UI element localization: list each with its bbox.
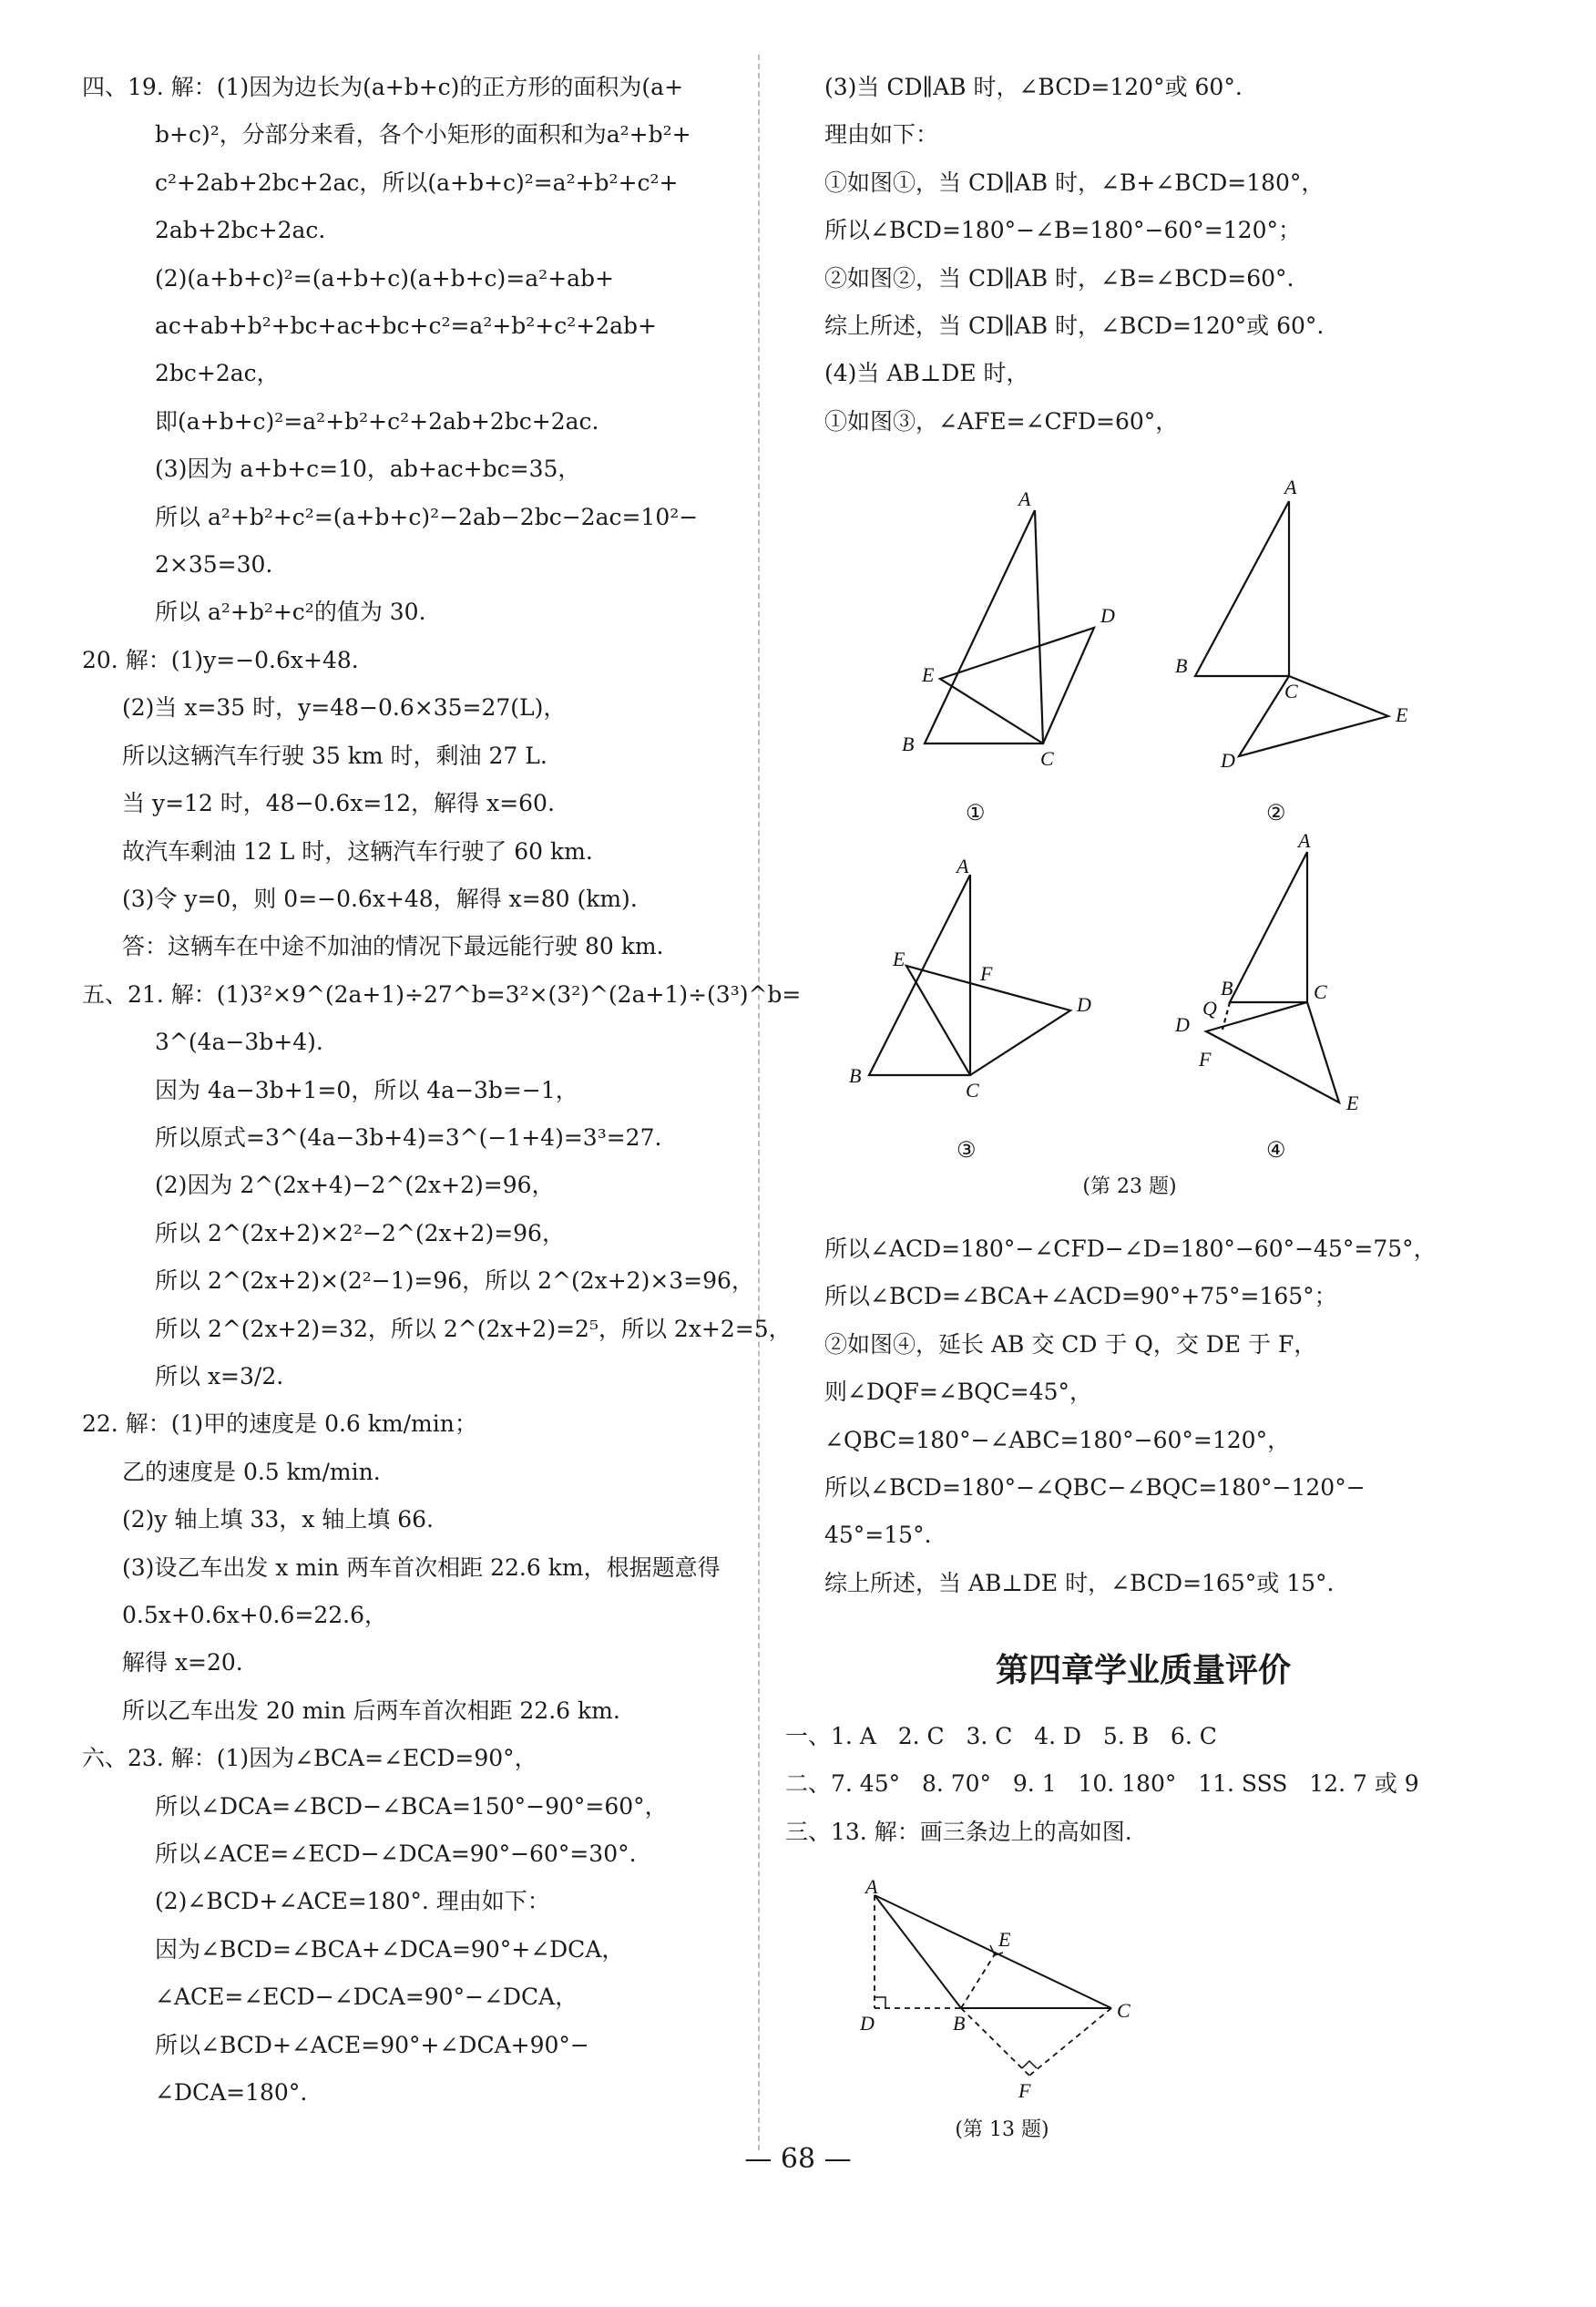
fig4-label-A: A <box>1298 829 1311 852</box>
text-line: 所以∠BCD+∠ACE=90°+∠DCA+90°− <box>155 2031 589 2058</box>
text-line: 所以∠BCD=180°−∠QBC−∠BQC=180°−120°− <box>824 1474 1366 1502</box>
fig3-label-E: E <box>893 948 905 970</box>
right-top-text <box>824 64 1462 446</box>
text-line: (3)设乙车出发 x min 两车首次相距 22.6 km，根据题意得 <box>122 1553 721 1581</box>
text-line: 所以 a²+b²+c²的值为 30. <box>155 599 426 626</box>
text-line: 即(a+b+c)²=a²+b²+c²+2ab+2bc+2ac. <box>155 407 599 435</box>
page-number: — 68 — <box>744 2143 852 2175</box>
fig13-label-F: F <box>1018 2079 1031 2102</box>
text-line: 所以这辆汽车行驶 35 km 时，剩油 27 L. <box>122 742 547 769</box>
text-line: ∠QBC=180°−∠ABC=180°−60°=120°， <box>824 1426 1291 1453</box>
fig1-label-A: A <box>1018 487 1031 510</box>
text-line: 3^(4a−3b+4). <box>155 1029 323 1056</box>
fig3-triangle-abc <box>869 875 970 1075</box>
fig1-triangle-cde <box>940 628 1094 743</box>
text-line: 0.5x+0.6x+0.6=22.6， <box>122 1602 387 1628</box>
text-line: 所以 2^(2x+2)×2²−2^(2x+2)=96， <box>155 1219 565 1246</box>
fig4-label-C: C <box>1314 980 1327 1003</box>
text-line: 综上所述，当 AB⊥DE 时，∠BCD=165°或 15°. <box>824 1569 1335 1596</box>
text-line: 答：这辆车在中途不加油的情况下最远能行驶 80 km. <box>122 933 664 960</box>
text-line: ②如图④，延长 AB 交 CD 于 Q，交 DE 于 F， <box>824 1330 1317 1358</box>
fig4-label-F: F <box>1199 1048 1212 1071</box>
fig4-triangle-cde <box>1206 1002 1339 1102</box>
fig-number-4: ④ <box>1266 1139 1286 1163</box>
text-line: 六、23. 解：(1)因为∠BCA=∠ECD=90°， <box>82 1745 537 1772</box>
text-line: 所以 2^(2x+2)×(2²−1)=96，所以 2^(2x+2)×3=96， <box>155 1267 754 1295</box>
text-line: 所以乙车出发 20 min 后两车首次相距 22.6 km. <box>122 1697 620 1724</box>
text-line: (3)令 y=0，则 0=−0.6x+48，解得 x=80 (km). <box>122 885 638 912</box>
fig2-triangle-abc <box>1195 501 1289 676</box>
fig4-labels <box>1174 829 1359 1114</box>
text-line: ②如图②，当 CD∥AB 时，∠B=∠BCD=60°. <box>824 264 1294 292</box>
fig3-label-A: A <box>957 855 969 877</box>
text-line: 20. 解：(1)y=−0.6x+48. <box>82 646 359 673</box>
text-line: 因为∠BCD=∠BCA+∠DCA=90°+∠DCA， <box>155 1935 625 1963</box>
text-line: 五、21. 解：(1)3²×9^(2a+1)÷27^b=3²×(3²)^(2a+1)÷(3³)^b= <box>82 980 802 1008</box>
fig-number-2: ② <box>1266 802 1286 825</box>
fig2-label-B: B <box>1175 654 1188 677</box>
text-line: 一、1. A 2. C 3. C 4. D 5. B 6. C <box>785 1723 1217 1749</box>
text-line: 所以∠ACD=180°−∠CFD−∠D=180°−60°−45°=75°， <box>824 1236 1437 1262</box>
fig13-height-be <box>961 1950 998 2008</box>
fig13-height-bf <box>961 2008 1029 2076</box>
fig1-triangle-abc <box>925 510 1043 743</box>
text-line: 2bc+2ac， <box>155 360 280 387</box>
text-line: 综上所述，当 CD∥AB 时，∠BCD=120°或 60°. <box>824 313 1325 340</box>
figure-23-caption: (第 23 题) <box>1082 1175 1177 1198</box>
text-line: 乙的速度是 0.5 km/min. <box>122 1458 381 1485</box>
text-line: (2)因为 2^(2x+4)−2^(2x+2)=96， <box>155 1172 555 1199</box>
fig3-label-B: B <box>849 1064 862 1087</box>
fig4-label-E: E <box>1346 1092 1359 1114</box>
fig4-label-Q: Q <box>1202 997 1217 1020</box>
fig4-label-D: D <box>1175 1013 1190 1036</box>
text-line: 所以原式=3^(4a−3b+4)=3^(−1+4)=3³=27. <box>155 1123 662 1151</box>
fig13-height-cf <box>1029 2008 1111 2076</box>
figure-23 <box>849 474 1458 1194</box>
fig3-label-F: F <box>980 962 993 985</box>
text-line: 当 y=12 时，48−0.6x=12，解得 x=60. <box>122 790 555 817</box>
fig3-label-C: C <box>966 1079 979 1102</box>
text-line: (3)因为 a+b+c=10，ab+ac+bc=35， <box>155 456 581 483</box>
text-line: 所以∠BCD=∠BCA+∠ACD=90°+75°=165°； <box>824 1283 1337 1310</box>
fig-number-3: ③ <box>957 1139 977 1163</box>
right-column <box>824 64 1462 446</box>
text-line: ①如图①，当 CD∥AB 时，∠B+∠BCD=180°， <box>824 169 1325 196</box>
fig2-label-A: A <box>1284 476 1297 498</box>
text-line: 四、19. 解：(1)因为边长为(a+b+c)的正方形的面积为(a+ <box>82 74 684 100</box>
text-line: 22. 解：(1)甲的速度是 0.6 km/min； <box>82 1410 477 1438</box>
text-line: 三、13. 解：画三条边上的高如图. <box>785 1818 1132 1845</box>
figure-13 <box>856 1875 1148 2114</box>
text-line: 二、7. 45° 8. 70° 9. 1 10. 180° 11. SSS 12. 7 或 9 <box>785 1770 1419 1798</box>
text-line: 所以 x=3/2. <box>155 1362 284 1389</box>
fig1-label-D: D <box>1100 604 1115 627</box>
text-line: 故汽车剩油 12 L 时，这辆汽车行驶了 60 km. <box>122 837 593 865</box>
text-line: ①如图③，∠AFE=∠CFD=60°， <box>824 407 1179 435</box>
fig4-label-B: B <box>1221 977 1233 1000</box>
fig4-triangle-abc <box>1230 852 1307 1002</box>
text-line: ∠ACE=∠ECD−∠DCA=90°−∠DCA， <box>155 1984 578 2011</box>
fig13-label-E: E <box>998 1928 1011 1951</box>
text-line: 所以∠ACE=∠ECD−∠DCA=90°−60°=30°. <box>155 1840 637 1868</box>
text-line: ∠DCA=180°. <box>155 2079 308 2107</box>
text-line: b+c)²，分部分来看，各个小矩形的面积和为a²+b²+ <box>155 121 691 149</box>
fig1-label-B: B <box>902 733 915 755</box>
fig2-triangle-cde <box>1239 676 1388 756</box>
text-line: 45°=15°. <box>824 1522 932 1549</box>
text-line: 因为 4a−3b+1=0，所以 4a−3b=−1， <box>155 1076 578 1103</box>
fig1-label-C: C <box>1040 747 1054 770</box>
fig2-label-D: D <box>1221 749 1235 772</box>
right-mid-text <box>824 1225 1462 1607</box>
column-divider <box>758 55 760 2150</box>
text-line: (4)当 AB⊥DE 时， <box>824 360 1029 387</box>
fig3-label-D: D <box>1077 993 1091 1016</box>
section-heading: 第四章学业质量评价 <box>995 1652 1291 1689</box>
text-line: (3)当 CD∥AB 时，∠BCD=120°或 60°. <box>824 74 1243 100</box>
text-line: (2)∠BCD+∠ACE=180°. 理由如下： <box>155 1888 550 1915</box>
text-line: 则∠DQF=∠BQC=45°， <box>824 1379 1092 1406</box>
fig2-label-C: C <box>1284 680 1298 702</box>
fig13-label-B: B <box>953 2012 966 2035</box>
fig2-label-E: E <box>1396 703 1408 726</box>
text-line: c²+2ab+2bc+2ac，所以(a+b+c)²=a²+b²+c²+ <box>155 169 679 196</box>
left-column <box>82 64 802 2117</box>
text-line: 所以∠DCA=∠BCD−∠BCA=150°−90°=60°， <box>155 1792 668 1820</box>
text-line: 理由如下： <box>824 121 939 149</box>
text-line: 所以 a²+b²+c²=(a+b+c)²−2ab−2bc−2ac=10²− <box>155 503 699 530</box>
fig1-labels <box>902 487 1115 770</box>
text-line: 2ab+2bc+2ac. <box>155 217 326 244</box>
text-line: 解得 x=20. <box>122 1649 243 1676</box>
text-line: (2)当 x=35 时，y=48−0.6×35=27(L)， <box>122 694 567 722</box>
answers-block <box>785 1713 1478 1856</box>
fig13-label-D: D <box>860 2012 875 2035</box>
text-line: ac+ab+b²+bc+ac+bc+c²=a²+b²+c²+2ab+ <box>155 313 657 340</box>
fig1-label-E: E <box>922 663 935 686</box>
fig-number-1: ① <box>966 802 986 825</box>
text-line: (2)(a+b+c)²=(a+b+c)(a+b+c)=a²+ab+ <box>155 264 614 292</box>
fig13-label-C: C <box>1117 1999 1130 2022</box>
figure-13-caption: (第 13 题) <box>955 2118 1049 2141</box>
text-line: 2×35=30. <box>155 551 273 579</box>
text-line: 所以 2^(2x+2)=32，所以 2^(2x+2)=2⁵，所以 2x+2=5， <box>155 1315 792 1342</box>
text-line: (2)y 轴上填 33，x 轴上填 66. <box>122 1506 434 1533</box>
fig13-label-A: A <box>865 1875 878 1898</box>
fig2-labels <box>1175 476 1408 772</box>
text-line: 所以∠BCD=180°−∠B=180°−60°=120°； <box>824 217 1301 244</box>
